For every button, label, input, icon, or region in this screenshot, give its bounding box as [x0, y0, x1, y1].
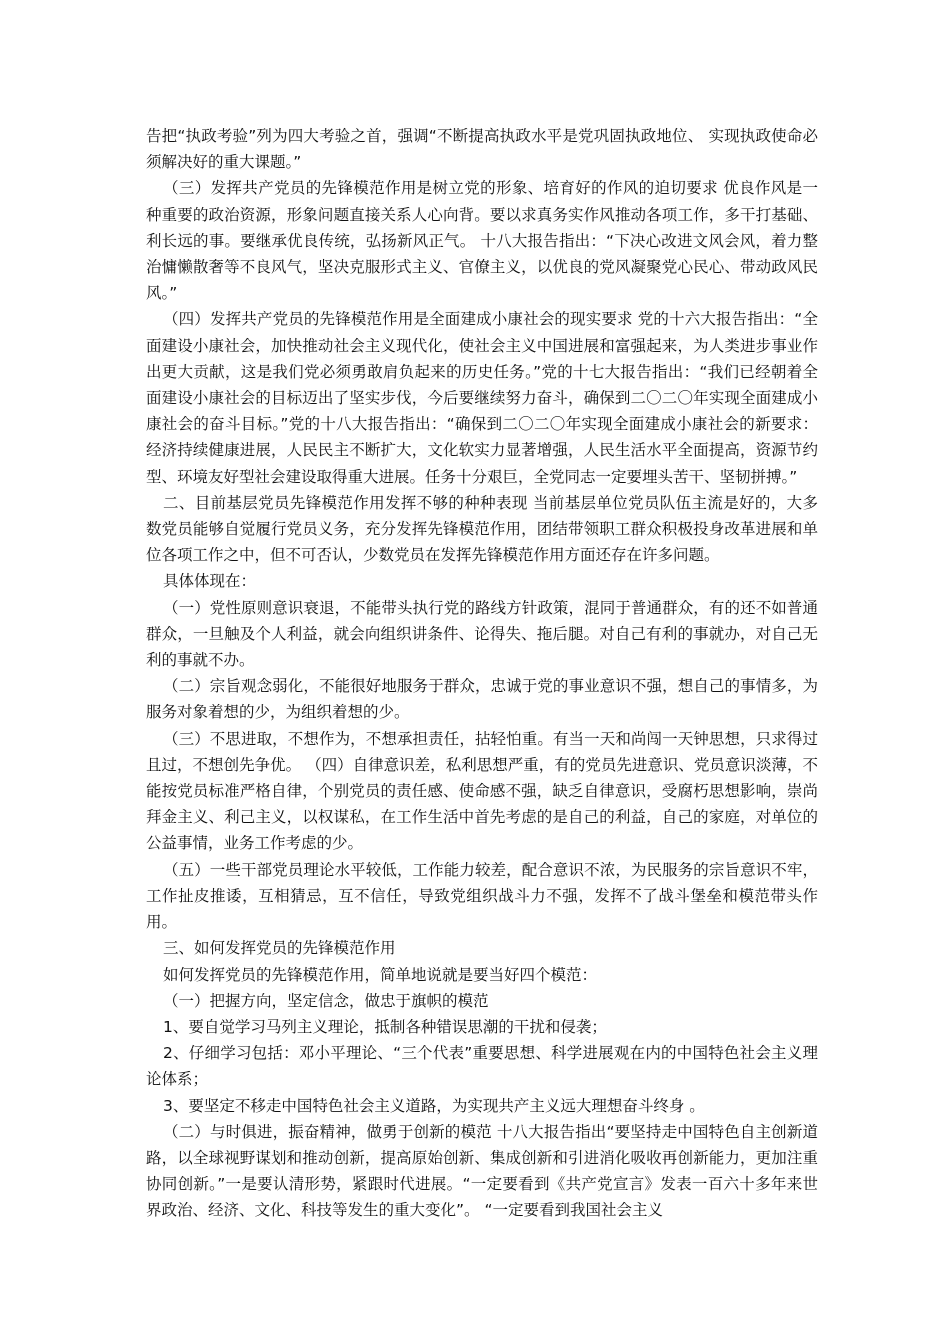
- paragraph: （二）与时俱进，振奋精神，做勇于创新的模范 十八大报告指出“要坚持走中国特色自主创新道路，以全球视野谋划和推动创新，提高原始创新、集成创新和引进消化吸收再创新能力，更加注重协同创新。”一是要认清形势，紧跟时代进展。“一定要看到《共产党宣言》发表一百六十多年来世界政治、经济、文化、科技等发生的重大变化”。 “一定要看到我国社会主义: [146, 1122, 818, 1220]
- paragraph: （三）发挥共产党员的先锋模范作用是树立党的形象、培育好的作风的迫切要求 优良作风是一种重要的政治资源，形象问题直接关系人心向背。要以求真务实作风推动各项工作，多干打基础、利长远的事。要继承优良传统，弘扬新风正气。 十八大报告指出：“下决心改进文风会风，着力整治慵懒散奢等不良风气，坚决克服形式主义、官僚主义，以优良的党风凝聚党心民心、带动政风民风。”: [146, 179, 818, 303]
- paragraph: 如何发挥党员的先锋模范作用，简单地说就是要当好四个模范：: [163, 965, 598, 984]
- paragraph: （三）不思进取，不想作为，不想承担责任，拈轻怕重。有当一天和尚闯一天钟思想，只求得过且过，不想创先争优。 （四）自律意识差，私利思想严重，有的党员先进意识、党员意识淡薄，不能按党员标准严格自律，个别党员的责任感、使命感不强，缺乏自律意识，受腐朽思想影响，崇尚拜金主义、利己主义，以权谋私，在工作生活中首先考虑的是自己的利益，自己的家庭，对单位的公益事情，业务工作考虑的少。: [146, 729, 818, 853]
- list-item: 3、要坚定不移走中国特色社会主义道路，为实现共产主义远大理想奋斗终身 。: [163, 1096, 705, 1115]
- paragraph: 二、目前基层党员先锋模范作用发挥不够的种种表现 当前基层单位党员队伍主流是好的，大多数党员能够自觉履行党员义务，充分发挥先锋模范作用，团结带领职工群众积极投身改革进展和单位各项工作之中，但不可否认，少数党员在发挥先锋模范作用方面还存在许多问题。: [146, 493, 818, 565]
- paragraph: （一）党性原则意识衰退，不能带头执行党的路线方针政策，混同于普通群众，有的还不如普通群众，一旦触及个人利益，就会向组织讲条件、论得失、拖后腿。对自己有利的事就办，对自己无利的事就不办。: [146, 598, 818, 670]
- paragraph: （四）发挥共产党员的先锋模范作用是全面建成小康社会的现实要求 党的十六大报告指出：“全面建设小康社会，加快推动社会主义现代化，使社会主义中国进展和富强起来，为人类进步事业作出更大贡献，这是我们党必须勇敢肩负起来的历史任务。”党的十七大报告指出：“我们已经朝着全面建设小康社会的目标迈出了坚实步伐，今后要继续努力奋斗，确保到二〇二〇年实现全面建成小康社会的奋斗目标。”党的十八大报告指出：“确保到二〇二〇年实现全面建成小康社会的新要求：经济持续健康进展，人民民主不断扩大，文化软实力显著增强，人民生活水平全面提高，资源节约型、环境友好型社会建设取得重大进展。任务十分艰巨，全党同志一定要埋头苦干、坚韧拼搏。”: [146, 310, 818, 486]
- subsection-heading: （一）把握方向，坚定信念，做忠于旗帜的模范: [163, 991, 489, 1010]
- paragraph: （五）一些干部党员理论水平较低，工作能力较差，配合意识不浓，为民服务的宗旨意识不牢，工作扯皮推诿，互相猜忌，互不信任，导致党组织战斗力不强，发挥不了战斗堡垒和模范带头作用。: [146, 860, 818, 932]
- document-body: [146, 123, 818, 1224]
- list-item: 2、仔细学习包括：邓小平理论、“三个代表”重要思想、科学进展观在内的中国特色社会主义理论体系；: [146, 1044, 818, 1089]
- list-item: 1、要自觉学习马列主义理论，抵制各种错误思潮的干扰和侵袭；: [163, 1017, 607, 1036]
- paragraph: （二）宗旨观念弱化，不能很好地服务于群众，忠诚于党的事业意识不强，想自己的事情多，为服务对象着想的少，为组织着想的少。: [146, 677, 818, 722]
- paragraph: 具体体现在：: [163, 572, 257, 591]
- section-heading: 三、如何发挥党员的先锋模范作用: [163, 939, 396, 958]
- paragraph: 告把“执政考验”列为四大考验之首，强调“不断提高执政水平是党巩固执政地位、 实现执政使命必须解决好的重大课题。”: [146, 127, 818, 172]
